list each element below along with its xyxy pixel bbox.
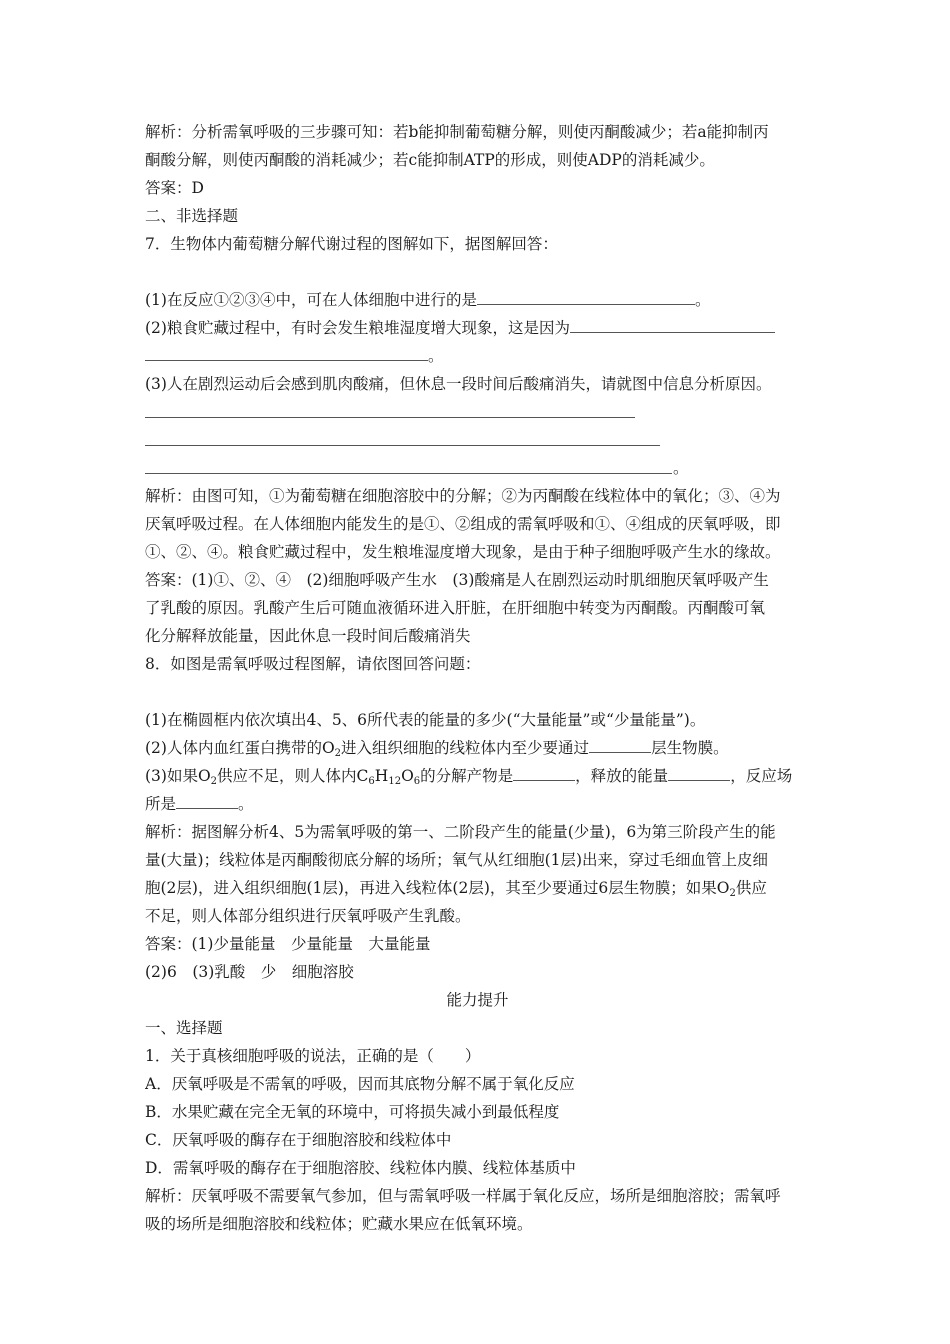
analysis-line: 解析：厌氧呼吸不需要氧气参加，但与需氧呼吸一样属于氧化反应，场所是细胞溶胶；需氧呼: [145, 1187, 781, 1205]
diagram-placeholder: [145, 678, 810, 706]
document-page: [145, 118, 810, 1238]
subscript: 2: [210, 776, 218, 787]
analysis-line: ①、②、④。粮食贮藏过程中，发生粮堆湿度增大现象，是由于种子细胞呼吸产生水的缘故。: [145, 543, 781, 561]
text: 。: [673, 459, 689, 477]
answer-line: 答案：(1)少量能量 少量能量 大量能量: [145, 935, 431, 953]
section-heading: 一、选择题: [145, 1019, 223, 1037]
text: (1)在反应①②③④中，可在人体细胞中进行的是: [145, 291, 477, 309]
answer-line: 答案：(1)①、②、④ (2)细胞呼吸产生水 (3)酸痛是人在剧烈运动时肌细胞厌氧呼吸产生: [145, 571, 769, 589]
answer-line: (2)6 (3)乳酸 少 细胞溶胶: [145, 963, 354, 981]
question-8-part-3-cont: [145, 790, 810, 818]
question-8-stem: 8．如图是需氧呼吸过程图解，请依图回答问题：: [145, 655, 481, 673]
answer-blank-line[interactable]: [145, 454, 810, 482]
text: 。: [428, 347, 444, 365]
analysis-line: 不足，则人体部分组织进行厌氧呼吸产生乳酸。: [145, 907, 471, 925]
subscript: 6: [413, 776, 421, 787]
analysis-line: 酮酸分解，则使丙酮酸的消耗减少；若c能抑制ATP的形成，则使ADP的消耗减少。: [145, 151, 715, 169]
text: 供应: [735, 879, 767, 897]
option-d: D．需氧呼吸的酶存在于细胞溶胶、线粒体内膜、线粒体基质中: [145, 1159, 576, 1177]
question-7-stem: 7．生物体内葡萄糖分解代谢过程的图解如下，据图解回答：: [145, 235, 558, 253]
answer-blank[interactable]: [668, 762, 730, 781]
question-1-stem: 1．关于真核细胞呼吸的说法，正确的是（ ）: [145, 1047, 481, 1065]
analysis-line: 量(大量)；线粒体是丙酮酸彻底分解的场所；氧气从红细胞(1层)出来，穿过毛细血管上皮细: [145, 851, 769, 869]
option-b: B．水果贮藏在完全无氧的环境中，可将损失减小到最低程度: [145, 1103, 560, 1121]
text: ，释放的能量: [575, 767, 669, 785]
text: O: [401, 767, 414, 785]
text: (2)粮食贮藏过程中，有时会发生粮堆湿度增大现象，这是因为: [145, 319, 570, 337]
question-8-part-3: [145, 762, 810, 790]
question-7-part-2-cont: [145, 342, 810, 370]
analysis-line: 吸的场所是细胞溶胶和线粒体；贮藏水果应在低氧环境。: [145, 1215, 533, 1233]
answer-blank[interactable]: [176, 790, 238, 809]
answer-line: 了乳酸的原因。乳酸产生后可随血液循环进入肝脏，在肝细胞中转变为丙酮酸。丙酮酸可氧: [145, 599, 766, 617]
text: 进入组织细胞的线粒体内至少要通过: [341, 739, 590, 757]
subscript: 12: [388, 776, 402, 787]
answer-blank[interactable]: [145, 342, 428, 361]
answer-line: 答案：D: [145, 179, 204, 197]
section-heading: 二、非选择题: [145, 207, 239, 225]
text: (3)如果O: [145, 767, 211, 785]
text: 的分解产物是: [420, 767, 514, 785]
answer-blank[interactable]: [477, 286, 695, 305]
section-title: 能力提升: [446, 991, 509, 1009]
question-8-part-2: [145, 734, 810, 762]
text: 层生物膜。: [651, 739, 729, 757]
subscript: 2: [729, 888, 736, 899]
analysis-line: 解析：分析需氧呼吸的三步骤可知：若b能抑制葡萄糖分解，则使丙酮酸减少；若a能抑制丙: [145, 123, 769, 141]
text: H: [374, 767, 389, 785]
answer-blank-line[interactable]: [145, 426, 810, 454]
answer-blank-line[interactable]: [145, 398, 810, 426]
diagram-placeholder: [145, 258, 810, 286]
text: 。: [694, 291, 711, 309]
answer-blank[interactable]: [589, 734, 651, 753]
answer-blank[interactable]: [513, 762, 575, 781]
answer-blank[interactable]: [570, 314, 775, 333]
text: 。: [238, 795, 254, 813]
text: ，反应场: [730, 767, 793, 785]
analysis-line: 解析：据图解分析4、5为需氧呼吸的第一、二阶段产生的能量(少量)，6为第三阶段产生的能: [145, 823, 776, 841]
option-c: C．厌氧呼吸的酶存在于细胞溶胶和线粒体中: [145, 1131, 452, 1149]
question-8-part-1: (1)在椭圆框内依次填出4、5、6所代表的能量的多少(“大量能量”或“少量能量”)。: [145, 711, 706, 729]
text: (2)人体内血红蛋白携带的O: [145, 739, 335, 757]
question-7-part-3: (3)人在剧烈运动后会感到肌肉酸痛，但休息一段时间后酸痛消失，请就图中信息分析原因。: [145, 375, 772, 393]
text: 胞(2层)，进入组织细胞(1层)，再进入线粒体(2层)，其至少要通过6层生物膜；如果O: [145, 879, 730, 897]
analysis-line: [145, 874, 810, 902]
question-7-part-2: [145, 314, 810, 342]
analysis-line: 厌氧呼吸过程。在人体细胞内能发生的是①、②组成的需氧呼吸和①、④组成的厌氧呼吸，即: [145, 515, 781, 533]
text: 所是: [145, 795, 177, 813]
option-a: A．厌氧呼吸是不需氧的呼吸，因而其底物分解不属于氧化反应: [145, 1075, 575, 1093]
question-7-part-1: [145, 286, 810, 314]
subscript: 6: [368, 776, 375, 787]
subscript: 2: [334, 748, 342, 759]
answer-line: 化分解释放能量，因此休息一段时间后酸痛消失: [145, 627, 471, 645]
analysis-line: 解析：由图可知，①为葡萄糖在细胞溶胶中的分解；②为丙酮酸在线粒体中的氧化；③、④为: [145, 487, 781, 505]
text: 供应不足，则人体内C: [217, 767, 369, 785]
